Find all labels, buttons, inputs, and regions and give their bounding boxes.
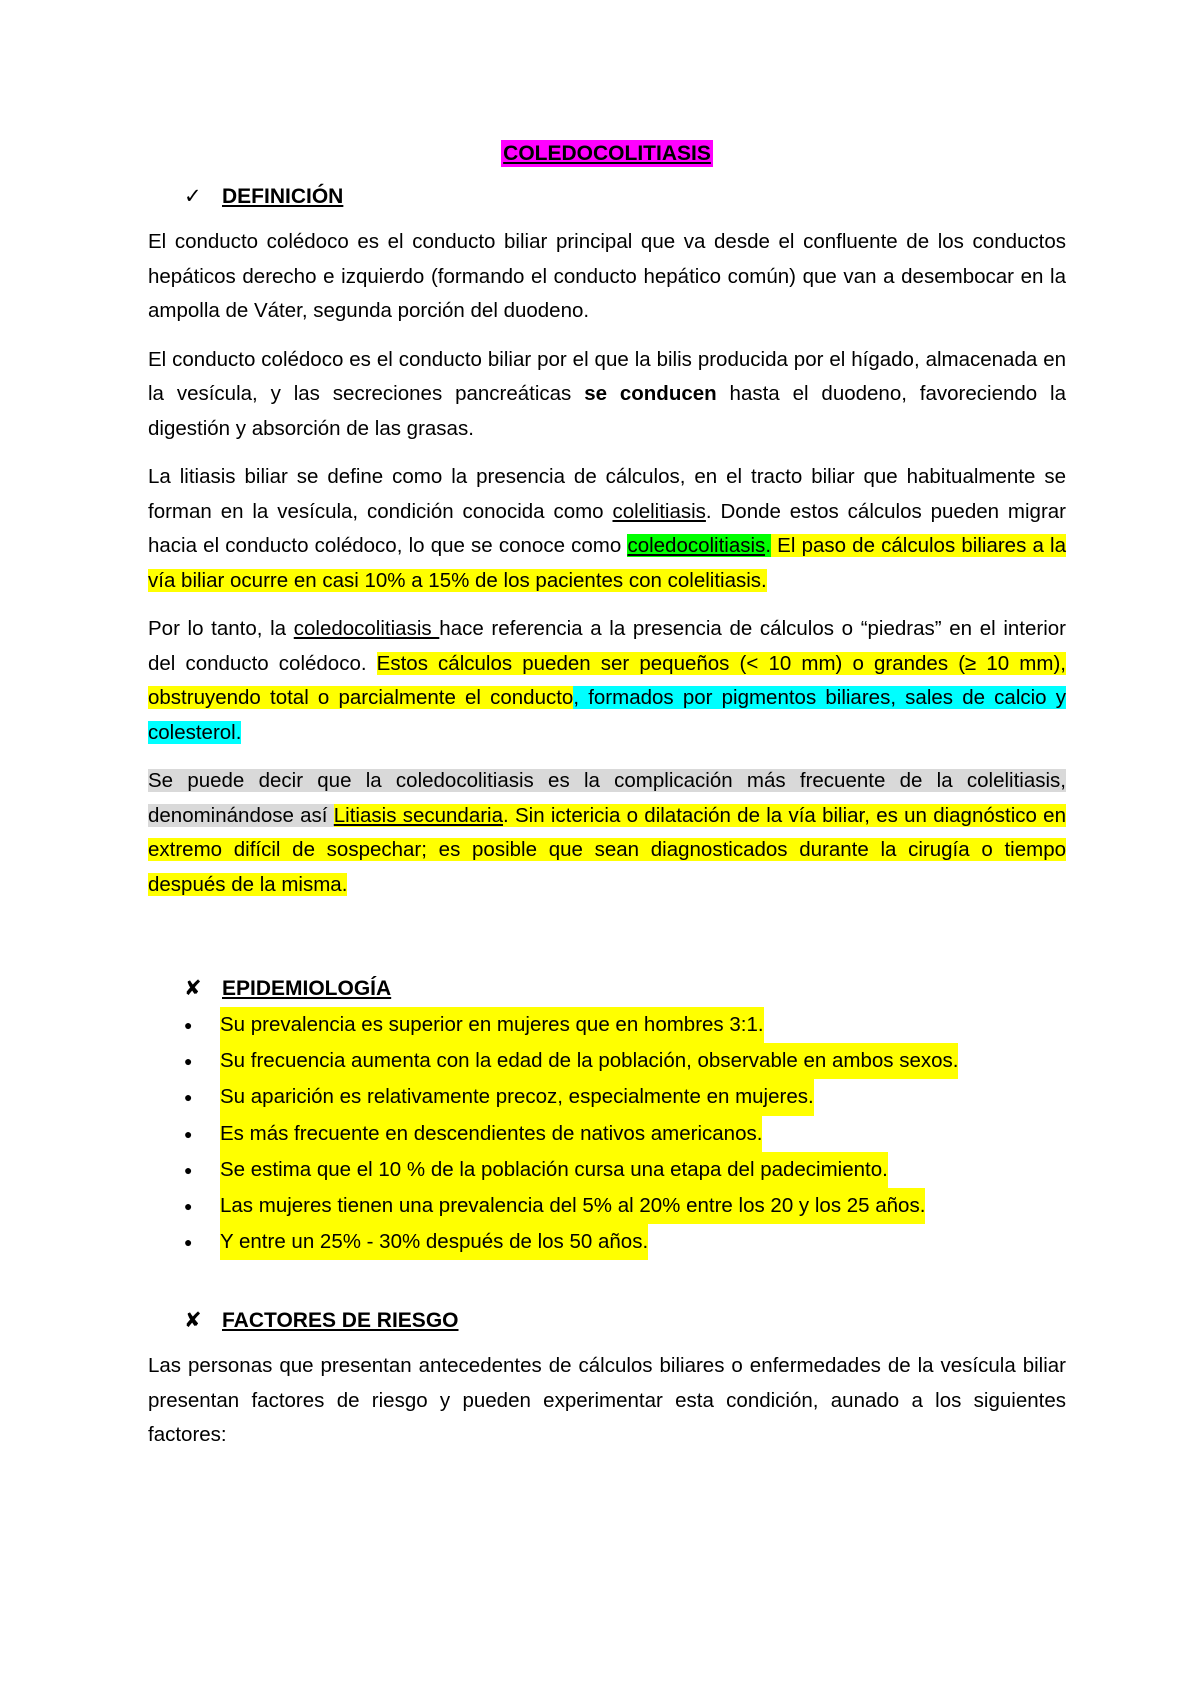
text-run: hasta el duodeno, favoreciendo la digestión y absorción de las grasas. <box>148 382 1067 440</box>
section-heading-definicion <box>184 184 1066 209</box>
paragraph-definicion-5 <box>148 764 1066 902</box>
section-heading-text: DEFINICIÓN <box>222 184 344 208</box>
bullet-icon: ● <box>184 1198 193 1215</box>
list-item-text: Y entre un 25% - 30% después de los 50 años. <box>220 1224 648 1260</box>
highlighted-term: Litiasis secundaria <box>333 803 503 827</box>
text-run: El conducto colédoco es el conducto biliar por el que la bilis producida por el hígado, almacenada en la vesícula, y las secreciones pancreáticas <box>148 347 1066 405</box>
bullet-icon: ● <box>184 1089 193 1106</box>
paragraph-definicion-1 <box>148 225 1066 329</box>
list-item-text: Su frecuencia aumenta con la edad de la población, observable en ambos sexos. <box>220 1043 958 1079</box>
text-run: Las personas que presentan antecedentes de cálculos biliares o enfermedades de la vesícula biliar presentan factores de riesgo y pueden experimentar esta condición, aunado a los siguientes factores: <box>148 1354 1066 1447</box>
text-run: hace referencia a la presencia de cálculos o “piedras” en el interior del conducto colédoco. <box>148 617 1066 675</box>
section-heading-text: FACTORES DE RIESGO <box>222 1308 459 1332</box>
paragraph-factores-1 <box>148 1349 1066 1453</box>
bullet-icon: ● <box>184 1161 193 1178</box>
document-title: COLEDOCOLITIASIS <box>503 142 711 165</box>
highlighted-term: coledocolitiasis <box>627 534 766 557</box>
text-run: . <box>765 534 772 557</box>
underlined-term: colelitiasis <box>612 499 706 523</box>
text-run: Por lo tanto, la <box>148 617 294 640</box>
list-item-text: Su aparición es relativamente precoz, especialmente en mujeres. <box>220 1079 814 1115</box>
bullet-icon: ● <box>184 1053 193 1070</box>
list-item <box>184 1079 1066 1115</box>
section-heading-epidemiologia <box>184 976 1066 1001</box>
shaded-text: Se puede decir que la coledocolitiasis es la complicación más frecuente de la colelitiasis, denominándose así <box>148 769 1066 827</box>
list-item <box>184 1043 1066 1079</box>
bullet-icon: ● <box>184 1125 193 1142</box>
text-run: . Donde estos cálculos pueden migrar hacia el conducto colédoco, lo que se conoce como <box>148 499 1066 557</box>
title-container <box>148 142 1066 166</box>
paragraph-definicion-2 <box>148 343 1066 447</box>
epidemiologia-list <box>148 1007 1066 1260</box>
list-item-text: Su prevalencia es superior en mujeres que en hombres 3:1. <box>220 1007 764 1043</box>
list-item <box>184 1152 1066 1188</box>
paragraph-definicion-3 <box>148 460 1066 598</box>
text-run: El conducto colédoco es el conducto biliar principal que va desde el confluente de los conductos hepáticos derecho e izquierdo (formando el conducto hepático común) que van a desembocar en la ampolla de Váter, segunda porción del duodeno. <box>148 230 1066 322</box>
underlined-term: coledocolitiasis <box>293 617 440 640</box>
spacer <box>148 1260 1066 1308</box>
spacer <box>148 916 1066 976</box>
highlighted-text: El paso de cálculos biliares a la vía biliar ocurre en casi 10% a 15% de los pacientes con colelitiasis. <box>148 534 1066 592</box>
bullet-icon: ● <box>184 1234 193 1251</box>
highlighted-text: . Sin ictericia o dilatación de la vía biliar, es un diagnóstico en extremo difícil de sospechar; es posible que sean diagnosticados durante la cirugía o tiempo después de la misma. <box>148 803 1066 896</box>
list-item-text: Se estima que el 10 % de la población cursa una etapa del padecimiento. <box>220 1152 888 1188</box>
list-item-text: Las mujeres tienen una prevalencia del 5% al 20% entre los 20 y los 25 años. <box>220 1188 925 1224</box>
text-run: La litiasis biliar se define como la presencia de cálculos, en el tracto biliar que habitualmente se forman en la vesícula, condición conocida como <box>148 465 1066 523</box>
paragraph-definicion-4 <box>148 612 1066 750</box>
list-item <box>184 1116 1066 1152</box>
section-heading-factores <box>184 1308 1066 1333</box>
section-heading-text: EPIDEMIOLOGÍA <box>222 976 392 1000</box>
bullet-icon: ● <box>184 1017 193 1033</box>
highlighted-text-cyan: , formados por pigmentos biliares, sales de calcio y colesterol. <box>148 686 1066 744</box>
highlighted-text: Estos cálculos pueden ser pequeños (< 10 mm) o grandes (≥ 10 mm), obstruyendo total o parcialmente el conducto <box>148 651 1066 709</box>
cross-icon: ✘ <box>184 977 202 1000</box>
list-item-text: Es más frecuente en descendientes de nativos americanos. <box>220 1116 762 1152</box>
list-item <box>184 1007 1066 1043</box>
list-item <box>184 1188 1066 1224</box>
check-icon: ✓ <box>184 185 202 208</box>
bold-text: se conducen <box>584 382 717 405</box>
list-item <box>184 1224 1066 1260</box>
cross-icon: ✘ <box>184 1309 202 1333</box>
